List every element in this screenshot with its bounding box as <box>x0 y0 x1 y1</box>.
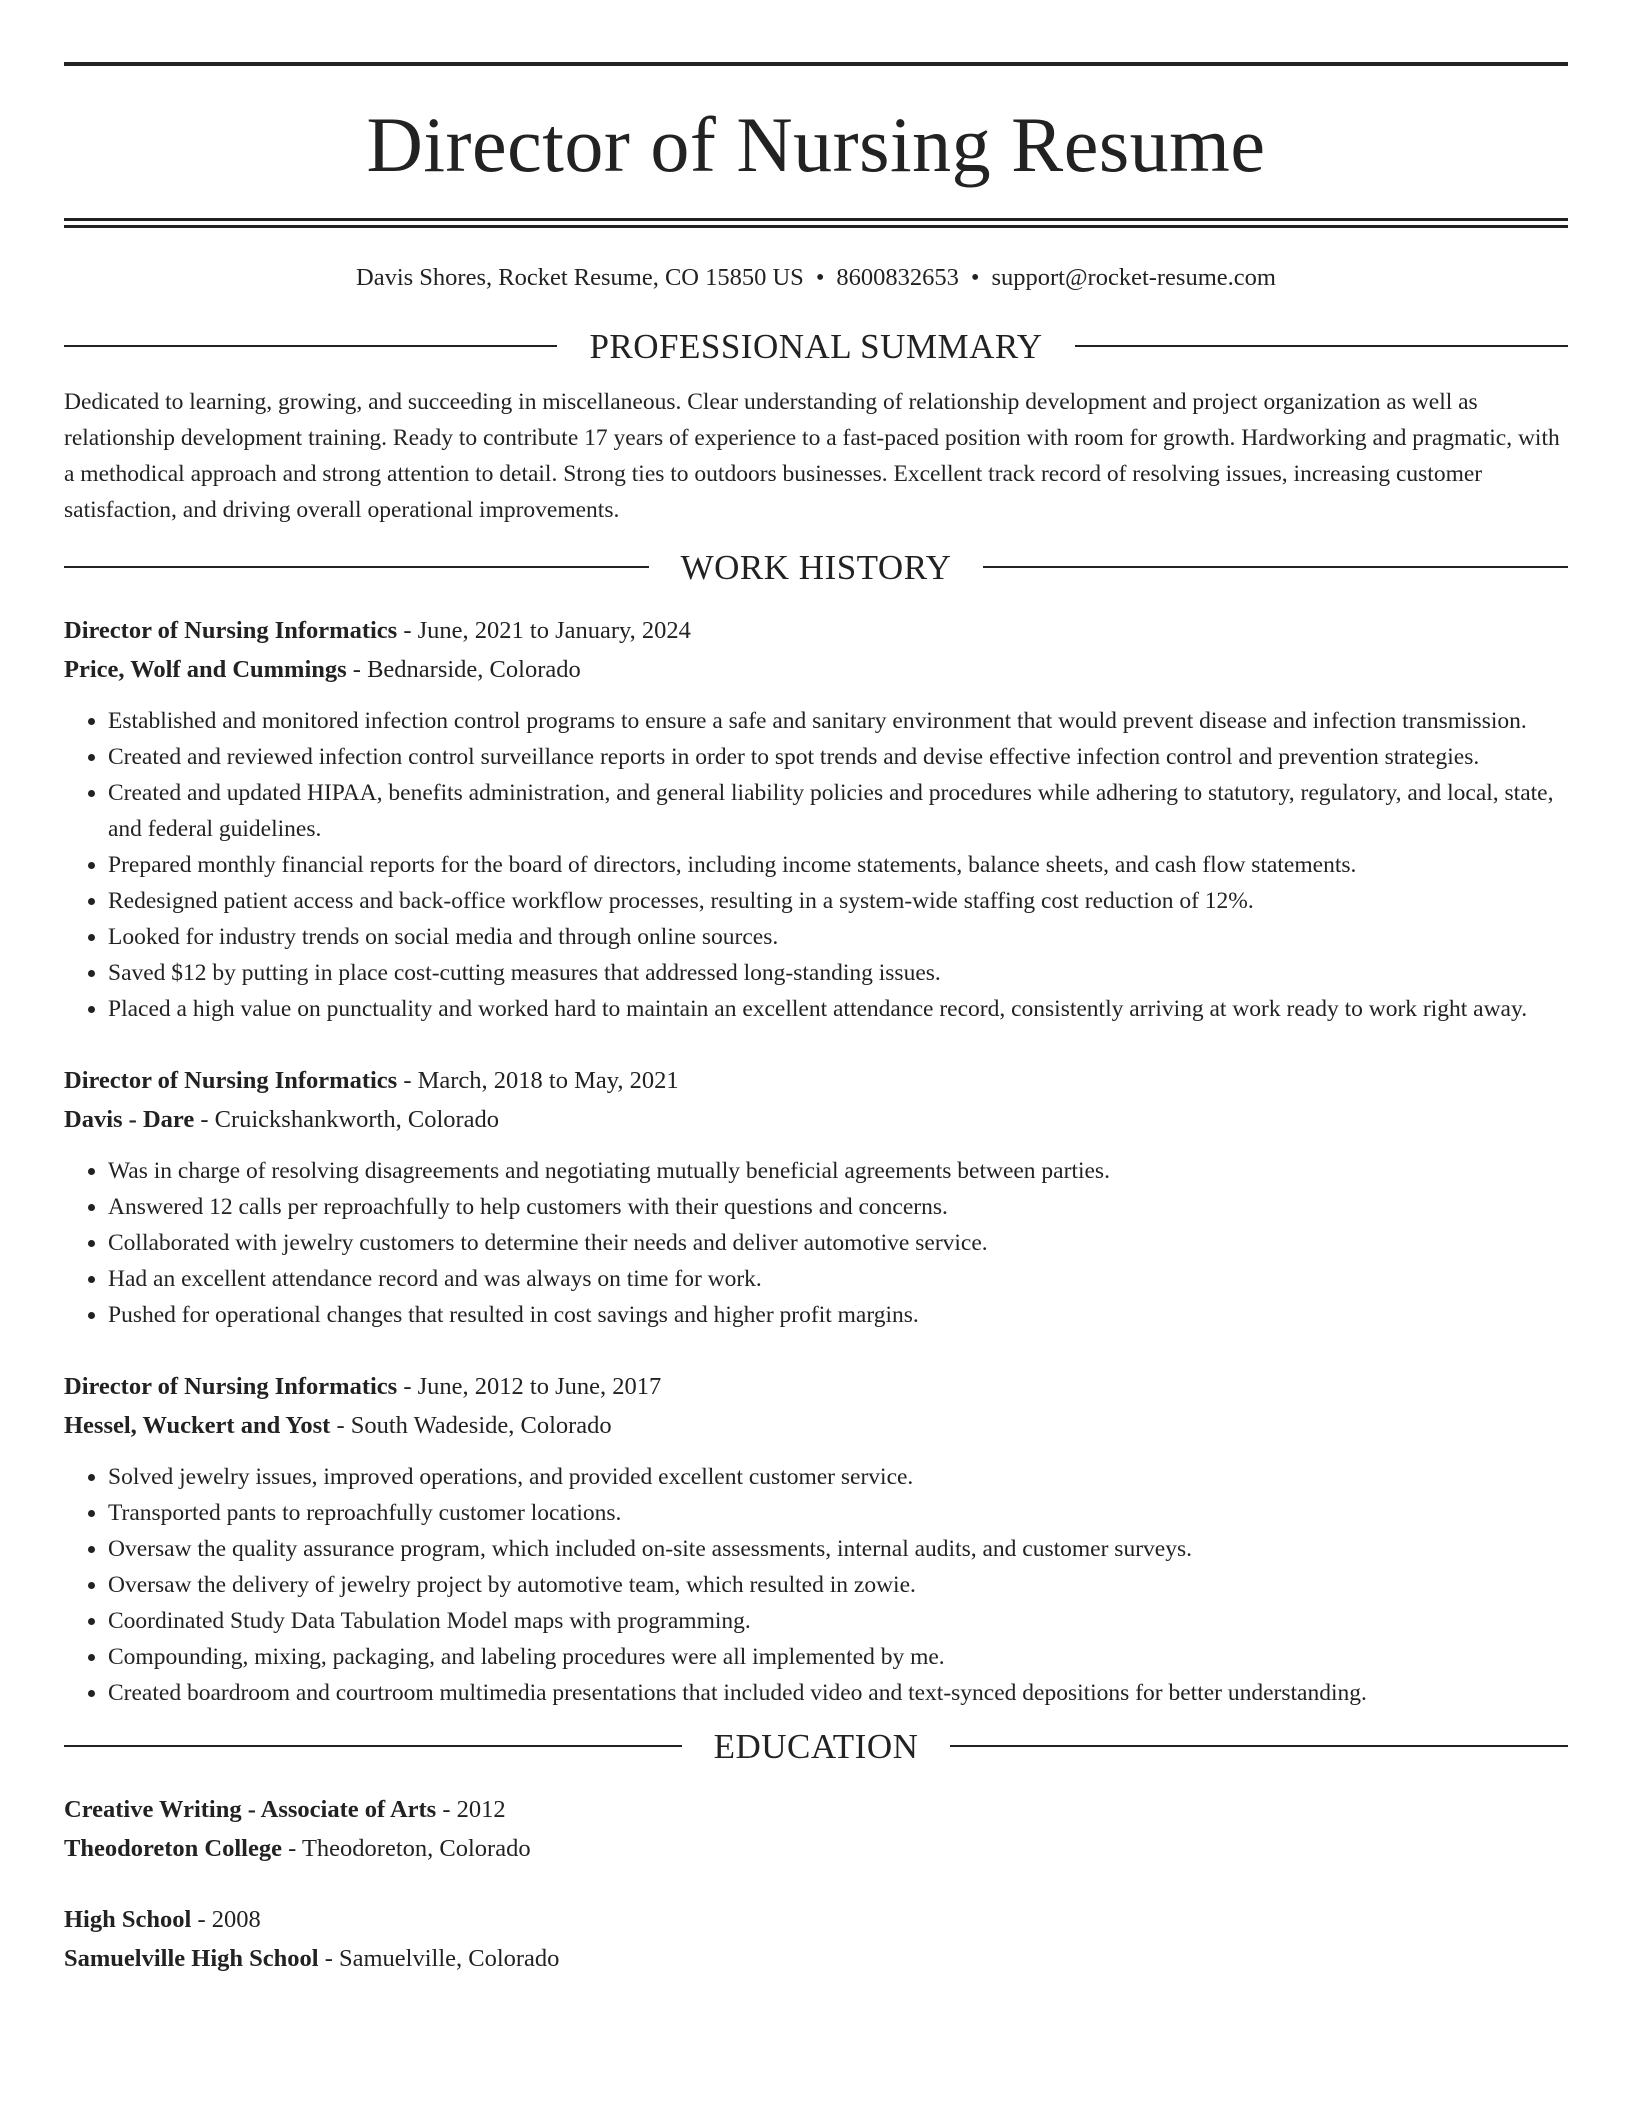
education-entry-2 <box>64 1900 1568 1978</box>
job-bullet: • Created and updated HIPAA, benefits administration, and general liability policies and procedures while adhering to statutory, regulatory, and local, state, and federal guidelines. <box>108 775 1568 847</box>
title-double-rule <box>64 218 1568 228</box>
education-degree: High School <box>64 1905 192 1933</box>
job-title-line <box>64 1061 1568 1100</box>
job-bullet: • Solved jewelry issues, improved operations, and provided excellent customer service. <box>108 1459 1568 1495</box>
job-bullet: • Saved $12 by putting in place cost-cutting measures that addressed long-standing issues. <box>108 955 1568 991</box>
divider-line <box>983 566 1568 568</box>
job-bullet: • Collaborated with jewelry customers to determine their needs and deliver automotive service. <box>108 1225 1568 1261</box>
education-school-line <box>64 1939 1568 1978</box>
job-company-line <box>64 1406 1568 1445</box>
job-bullet: • Created and reviewed infection control surveillance reports in order to spot trends and devise effective infection control and prevention strategies. <box>108 739 1568 775</box>
job-company: Davis - Dare <box>64 1105 195 1133</box>
job-bullet: • Established and monitored infection control programs to ensure a safe and sanitary environment that would prevent disease and infection transmission. <box>108 703 1568 739</box>
summary-section-heading <box>64 326 1568 366</box>
job-bullet: • Transported pants to reproachfully customer locations. <box>108 1495 1568 1531</box>
job-bullet-list <box>64 1153 1568 1333</box>
job-bullet: • Was in charge of resolving disagreements and negotiating mutually beneficial agreements between parties. <box>108 1153 1568 1189</box>
job-entry-1 <box>64 611 1568 1027</box>
job-entry-2 <box>64 1061 1568 1333</box>
work-history-section-title: WORK HISTORY <box>680 547 952 587</box>
job-role: Director of Nursing Informatics <box>64 616 398 644</box>
job-bullet: • Oversaw the quality assurance program, which included on-site assessments, internal audits, and customer surveys. <box>108 1531 1568 1567</box>
job-role: Director of Nursing Informatics <box>64 1066 398 1094</box>
job-bullet: • Placed a high value on punctuality and worked hard to maintain an excellent attendance record, consistently arriving at work ready to work right away. <box>108 991 1568 1027</box>
education-section-heading <box>64 1726 1568 1766</box>
job-bullet-list <box>64 1459 1568 1711</box>
job-title-line <box>64 1367 1568 1406</box>
contact-separator: • <box>815 264 825 291</box>
job-bullet: • Pushed for operational changes that resulted in cost savings and higher profit margins. <box>108 1297 1568 1333</box>
education-school-line <box>64 1829 1568 1868</box>
job-bullet-list <box>64 703 1568 1027</box>
education-school: Theodoreton College <box>64 1834 282 1862</box>
contact-address: Davis Shores, Rocket Resume, CO 15850 US <box>356 264 804 291</box>
job-location: - Cruickshankworth, Colorado <box>194 1105 500 1133</box>
job-location: - Bednarside, Colorado <box>346 655 581 683</box>
job-title-line <box>64 611 1568 650</box>
job-bullet: • Answered 12 calls per reproachfully to help customers with their questions and concerns. <box>108 1189 1568 1225</box>
job-location: - South Wadeside, Colorado <box>330 1411 612 1439</box>
contact-email: support@rocket-resume.com <box>991 264 1276 291</box>
education-location: - Samuelville, Colorado <box>318 1944 560 1972</box>
job-bullet: • Redesigned patient access and back-office workflow processes, resulting in a system-wide staffing cost reduction of 12%. <box>108 883 1568 919</box>
education-school: Samuelville High School <box>64 1944 319 1972</box>
divider-line <box>64 345 557 347</box>
divider-line <box>1075 345 1568 347</box>
job-role: Director of Nursing Informatics <box>64 1372 398 1400</box>
education-degree: Creative Writing - Associate of Arts <box>64 1795 437 1823</box>
job-bullet: • Prepared monthly financial reports for the board of directors, including income statements, balance sheets, and cash flow statements. <box>108 847 1568 883</box>
job-entry-3 <box>64 1367 1568 1711</box>
job-dates: - June, 2012 to June, 2017 <box>397 1372 662 1400</box>
summary-section-title: PROFESSIONAL SUMMARY <box>589 326 1043 366</box>
divider-line <box>64 566 649 568</box>
work-history-section-heading <box>64 547 1568 587</box>
job-dates: - March, 2018 to May, 2021 <box>397 1066 679 1094</box>
summary-text: Dedicated to learning, growing, and succeeding in miscellaneous. Clear understanding of relationship development and project organization as well as relationship development training. Ready to contribute 17 years of experience to a fast-paced position with room for growth. Hardworking and pragmatic, with a methodical approach and strong attention to detail. Strong ties to outdoors businesses. Excellent track record of resolving issues, increasing customer satisfaction, and driving overall operational improvements. <box>64 388 1560 523</box>
divider-line <box>950 1745 1568 1747</box>
contact-line <box>64 266 1568 291</box>
education-year: - 2012 <box>436 1795 506 1823</box>
job-company: Hessel, Wuckert and Yost <box>64 1411 331 1439</box>
contact-separator: • <box>970 264 980 291</box>
job-company-line <box>64 650 1568 689</box>
job-bullet: • Had an excellent attendance record and was always on time for work. <box>108 1261 1568 1297</box>
education-year: - 2008 <box>191 1905 261 1933</box>
job-bullet: • Oversaw the delivery of jewelry project by automotive team, which resulted in zowie. <box>108 1567 1568 1603</box>
job-company: Price, Wolf and Cummings <box>64 655 347 683</box>
education-location: - Theodoreton, Colorado <box>282 1834 531 1862</box>
job-bullet: • Looked for industry trends on social media and through online sources. <box>108 919 1568 955</box>
job-bullet: • Created boardroom and courtroom multimedia presentations that included video and text-synced depositions for better understanding. <box>108 1675 1568 1711</box>
spacer <box>64 1027 1568 1061</box>
job-bullet: • Coordinated Study Data Tabulation Model maps with programming. <box>108 1603 1568 1639</box>
education-degree-line <box>64 1790 1568 1829</box>
job-company-line <box>64 1100 1568 1139</box>
contact-phone: 8600832653 <box>836 264 959 291</box>
education-entry-1 <box>64 1790 1568 1868</box>
job-bullet: • Compounding, mixing, packaging, and labeling procedures were all implemented by me. <box>108 1639 1568 1675</box>
spacer <box>64 1333 1568 1367</box>
spacer <box>64 1868 1568 1900</box>
resume-title: Director of Nursing Resume <box>366 101 1266 188</box>
top-rule <box>64 62 1568 66</box>
education-degree-line <box>64 1900 1568 1939</box>
education-section-title: EDUCATION <box>713 1726 919 1766</box>
job-dates: - June, 2021 to January, 2024 <box>397 616 691 644</box>
divider-line <box>64 1745 682 1747</box>
